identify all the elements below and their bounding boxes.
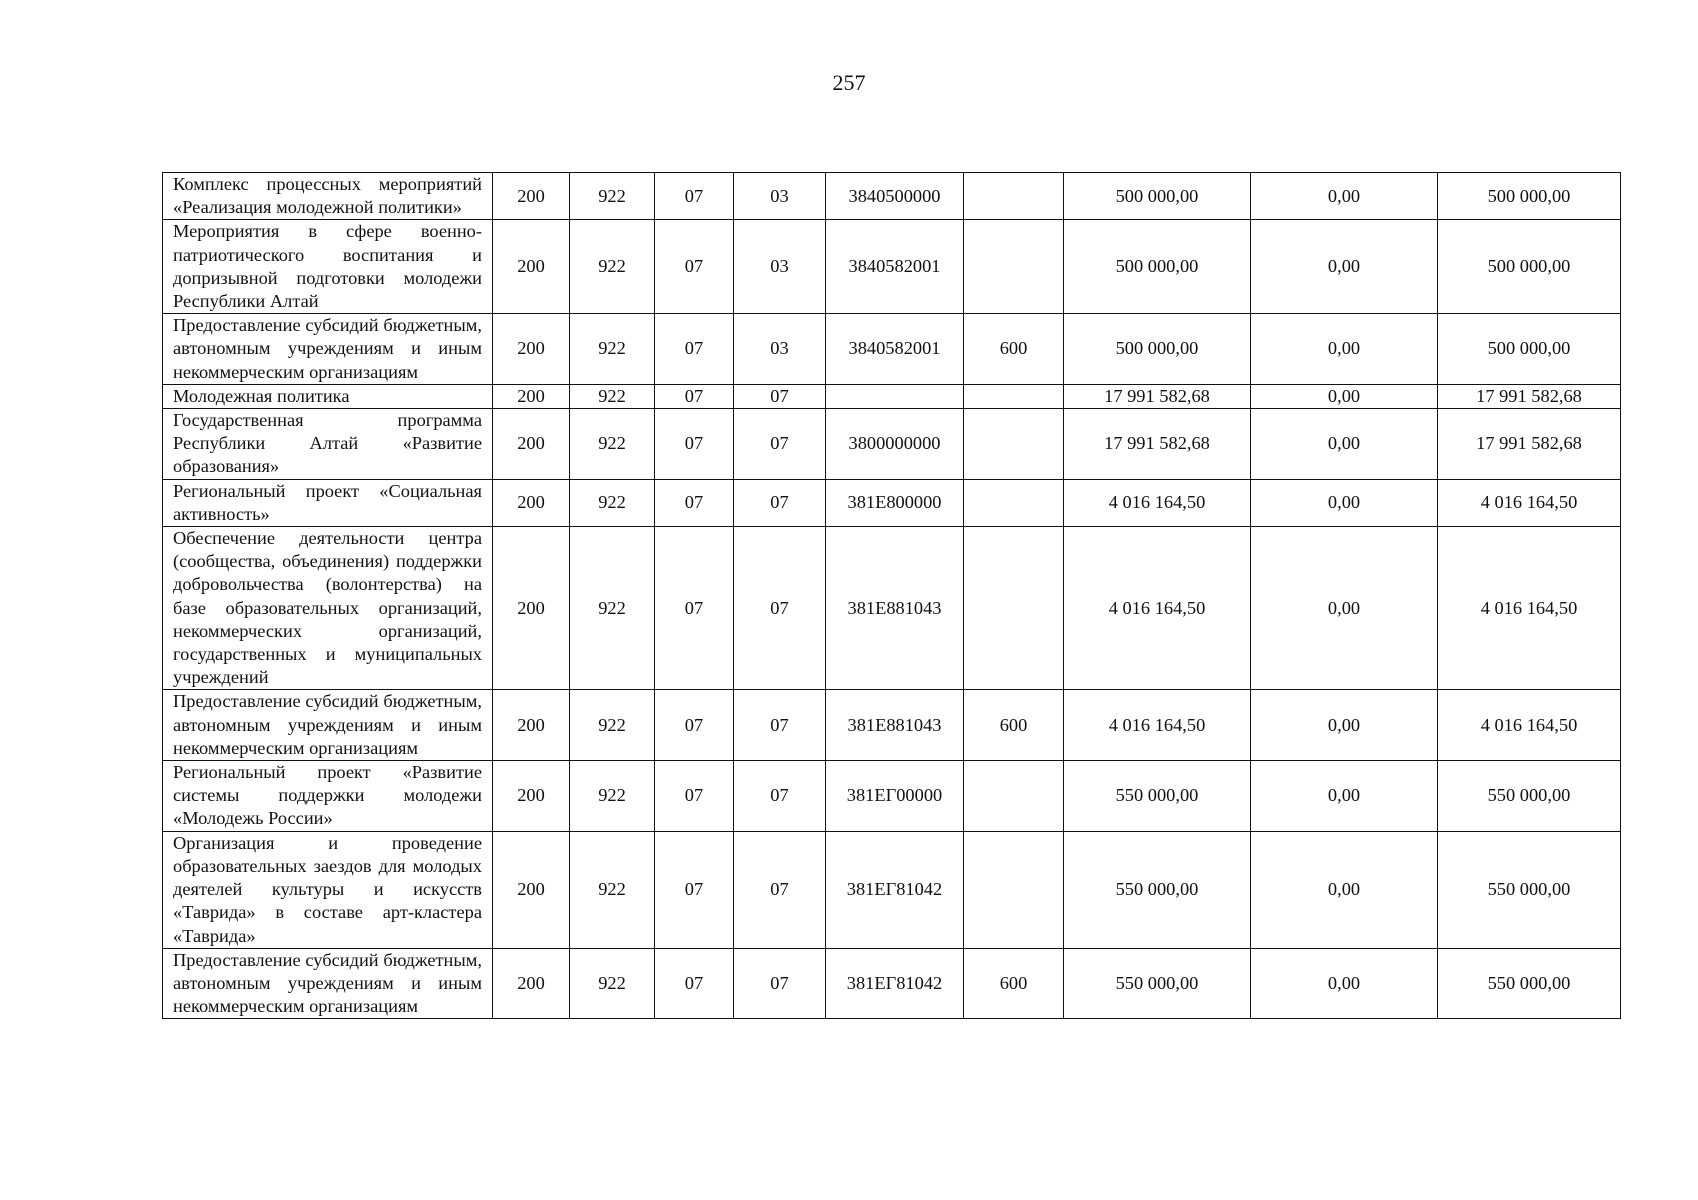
cell-name: Региональный проект «Развитие системы поддержки молодежи «Молодежь России» [163,761,493,832]
cell-amount-total: 550 000,00 [1064,831,1251,948]
cell-name: Предоставление субсидий бюджетным, автономным учреждениям и иным некоммерческим организациям [163,690,493,761]
cell-amount-total: 500 000,00 [1064,314,1251,385]
cell-target-article: 3800000000 [826,409,964,480]
cell-section: 07 [655,527,734,690]
table-row [163,479,1621,526]
page-number: 257 [832,70,866,95]
cell-amount-federal: 0,00 [1251,173,1438,220]
cell-subsection: 03 [734,173,826,220]
cell-name: Предоставление субсидий бюджетным, автономным учреждениям и иным некоммерческим организациям [163,314,493,385]
cell-amount-regional: 4 016 164,50 [1438,690,1621,761]
cell-target-article: 3840582001 [826,220,964,314]
cell-amount-regional: 17 991 582,68 [1438,384,1621,408]
cell-target-article [826,384,964,408]
cell-amount-federal: 0,00 [1251,831,1438,948]
cell-name: Мероприятия в сфере военно-патриотического воспитания и допризывной подготовки молодежи Республики Алтай [163,220,493,314]
cell-amount-federal: 0,00 [1251,384,1438,408]
table-row [163,831,1621,948]
cell-target-article: 381E881043 [826,690,964,761]
cell-subsection: 07 [734,384,826,408]
cell-expense-type [964,527,1064,690]
cell-code-b: 922 [570,220,655,314]
cell-section: 07 [655,479,734,526]
cell-code-b: 922 [570,690,655,761]
cell-amount-regional: 500 000,00 [1438,173,1621,220]
cell-amount-regional: 500 000,00 [1438,314,1621,385]
cell-subsection: 07 [734,479,826,526]
cell-subsection: 03 [734,314,826,385]
cell-amount-federal: 0,00 [1251,314,1438,385]
cell-code-a: 200 [493,690,570,761]
cell-amount-total: 17 991 582,68 [1064,409,1251,480]
cell-code-b: 922 [570,384,655,408]
cell-expense-type [964,831,1064,948]
cell-code-a: 200 [493,948,570,1019]
cell-amount-federal: 0,00 [1251,948,1438,1019]
cell-expense-type: 600 [964,948,1064,1019]
cell-code-a: 200 [493,173,570,220]
cell-section: 07 [655,761,734,832]
cell-amount-total: 550 000,00 [1064,761,1251,832]
cell-subsection: 07 [734,761,826,832]
cell-expense-type [964,384,1064,408]
cell-amount-regional: 4 016 164,50 [1438,479,1621,526]
budget-table [162,172,1621,1019]
cell-code-a: 200 [493,220,570,314]
cell-target-article: 381ЕГ00000 [826,761,964,832]
cell-amount-regional: 550 000,00 [1438,948,1621,1019]
cell-expense-type [964,409,1064,480]
cell-amount-federal: 0,00 [1251,690,1438,761]
cell-section: 07 [655,690,734,761]
cell-name: Организация и проведение образовательных заездов для молодых деятелей культуры и искусств «Таврида» в составе арт-кластера «Таврида» [163,831,493,948]
table-row [163,948,1621,1019]
cell-section: 07 [655,409,734,480]
cell-target-article: 381ЕГ81042 [826,831,964,948]
cell-code-a: 200 [493,409,570,480]
cell-expense-type [964,173,1064,220]
cell-code-b: 922 [570,409,655,480]
cell-code-a: 200 [493,479,570,526]
cell-name: Молодежная политика [163,384,493,408]
table-row [163,690,1621,761]
table-row [163,220,1621,314]
cell-section: 07 [655,314,734,385]
cell-code-b: 922 [570,948,655,1019]
table-row [163,409,1621,480]
cell-section: 07 [655,173,734,220]
cell-subsection: 07 [734,527,826,690]
cell-subsection: 07 [734,409,826,480]
cell-subsection: 07 [734,831,826,948]
cell-section: 07 [655,948,734,1019]
cell-amount-regional: 550 000,00 [1438,831,1621,948]
cell-amount-federal: 0,00 [1251,409,1438,480]
cell-amount-regional: 4 016 164,50 [1438,527,1621,690]
cell-amount-total: 4 016 164,50 [1064,527,1251,690]
cell-amount-federal: 0,00 [1251,479,1438,526]
table-row [163,761,1621,832]
cell-amount-total: 500 000,00 [1064,220,1251,314]
cell-target-article: 381E881043 [826,527,964,690]
cell-expense-type [964,220,1064,314]
cell-code-b: 922 [570,314,655,385]
cell-expense-type: 600 [964,690,1064,761]
table-row [163,384,1621,408]
cell-name: Предоставление субсидий бюджетным, автономным учреждениям и иным некоммерческим организациям [163,948,493,1019]
cell-section: 07 [655,831,734,948]
cell-amount-federal: 0,00 [1251,527,1438,690]
table-row [163,314,1621,385]
cell-amount-total: 500 000,00 [1064,173,1251,220]
cell-target-article: 381ЕГ81042 [826,948,964,1019]
cell-target-article: 3840500000 [826,173,964,220]
cell-name: Обеспечение деятельности центра (сообщества, объединения) поддержки добровольчества (волонтерства) на базе образовательных организаций, некоммерческих организаций, государственных и муниципальных учреждений [163,527,493,690]
cell-code-a: 200 [493,831,570,948]
cell-amount-regional: 550 000,00 [1438,761,1621,832]
cell-amount-total: 550 000,00 [1064,948,1251,1019]
cell-amount-total: 4 016 164,50 [1064,690,1251,761]
cell-expense-type: 600 [964,314,1064,385]
cell-code-a: 200 [493,384,570,408]
cell-name: Региональный проект «Социальная активность» [163,479,493,526]
table-row [163,173,1621,220]
cell-amount-federal: 0,00 [1251,761,1438,832]
cell-code-b: 922 [570,761,655,832]
cell-amount-total: 4 016 164,50 [1064,479,1251,526]
table-row [163,527,1621,690]
cell-section: 07 [655,384,734,408]
cell-name: Комплекс процессных мероприятий «Реализация молодежной политики» [163,173,493,220]
cell-code-a: 200 [493,314,570,385]
cell-subsection: 03 [734,220,826,314]
cell-target-article: 3840582001 [826,314,964,385]
cell-expense-type [964,479,1064,526]
cell-amount-total: 17 991 582,68 [1064,384,1251,408]
cell-code-a: 200 [493,527,570,690]
cell-code-b: 922 [570,173,655,220]
cell-amount-federal: 0,00 [1251,220,1438,314]
cell-subsection: 07 [734,690,826,761]
cell-target-article: 381E800000 [826,479,964,526]
cell-subsection: 07 [734,948,826,1019]
cell-code-b: 922 [570,831,655,948]
cell-code-b: 922 [570,527,655,690]
cell-name: Государственная программа Республики Алтай «Развитие образования» [163,409,493,480]
cell-expense-type [964,761,1064,832]
cell-section: 07 [655,220,734,314]
cell-amount-regional: 500 000,00 [1438,220,1621,314]
cell-amount-regional: 17 991 582,68 [1438,409,1621,480]
cell-code-b: 922 [570,479,655,526]
cell-code-a: 200 [493,761,570,832]
